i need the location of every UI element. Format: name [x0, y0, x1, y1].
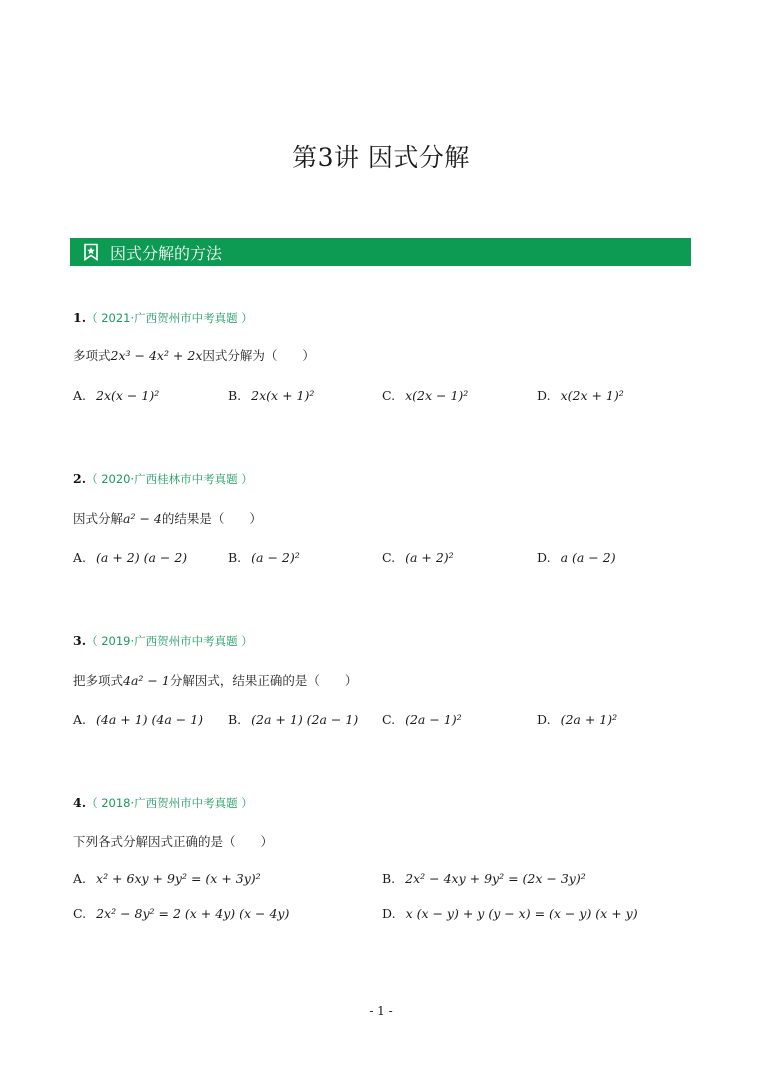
option-d[interactable]: D. (2a + 1)² — [537, 712, 618, 727]
question-source: （ 2020·广西桂林市中考真题 ） — [86, 472, 253, 486]
question-1-header: 1.（ 2021·广西贺州市中考真题 ） — [73, 310, 253, 325]
page-title: 第3讲 因式分解 — [292, 143, 470, 172]
option-b[interactable]: B. (a − 2)² — [228, 550, 300, 565]
option-b[interactable]: B. 2x² − 4xy + 9y² = (2x − 3y)² — [382, 871, 586, 886]
question-source: （ 2019·广西贺州市中考真题 ） — [86, 634, 253, 648]
section-banner — [70, 238, 691, 266]
question-3-header: 3.（ 2019·广西贺州市中考真题 ） — [73, 633, 253, 648]
option-c[interactable]: C. (a + 2)² — [382, 550, 454, 565]
option-d[interactable]: D. x(2x + 1)² — [537, 388, 624, 403]
question-2-header: 2.（ 2020·广西桂林市中考真题 ） — [73, 471, 253, 486]
option-d[interactable]: D. a (a − 2) — [537, 550, 616, 565]
question-1-stem: 多项式2x³ − 4x² + 2x因式分解为（ ） — [73, 348, 315, 363]
question-2-stem: 因式分解a² − 4的结果是（ ） — [73, 511, 262, 526]
question-4-header: 4.（ 2018·广西贺州市中考真题 ） — [73, 795, 253, 810]
question-source: （ 2018·广西贺州市中考真题 ） — [86, 796, 253, 810]
option-b[interactable]: B. 2x(x + 1)² — [228, 388, 315, 403]
section-title: 因式分解的方法 — [110, 243, 223, 263]
option-c[interactable]: C. (2a − 1)² — [382, 712, 462, 727]
option-c[interactable]: C. x(2x − 1)² — [382, 388, 469, 403]
page-number: - 1 - — [369, 1004, 393, 1018]
question-4-stem: 下列各式分解因式正确的是（ ） — [73, 834, 274, 849]
bookmark-star-icon — [82, 243, 100, 261]
question-3-stem: 把多项式4a² − 1分解因式，结果正确的是（ ） — [73, 673, 358, 688]
option-b[interactable]: B. (2a + 1) (2a − 1) — [228, 712, 359, 727]
option-a[interactable]: A. (4a + 1) (4a − 1) — [73, 712, 204, 727]
option-d[interactable]: D. x (x − y) + y (y − x) = (x − y) (x + y) — [382, 906, 638, 921]
option-a[interactable]: A. (a + 2) (a − 2) — [73, 550, 188, 565]
question-source: （ 2021·广西贺州市中考真题 ） — [86, 311, 253, 325]
option-a[interactable]: A. x² + 6xy + 9y² = (x + 3y)² — [73, 871, 261, 886]
option-a[interactable]: A. 2x(x − 1)² — [73, 388, 160, 403]
option-c[interactable]: C. 2x² − 8y² = 2 (x + 4y) (x − 4y) — [73, 906, 290, 921]
